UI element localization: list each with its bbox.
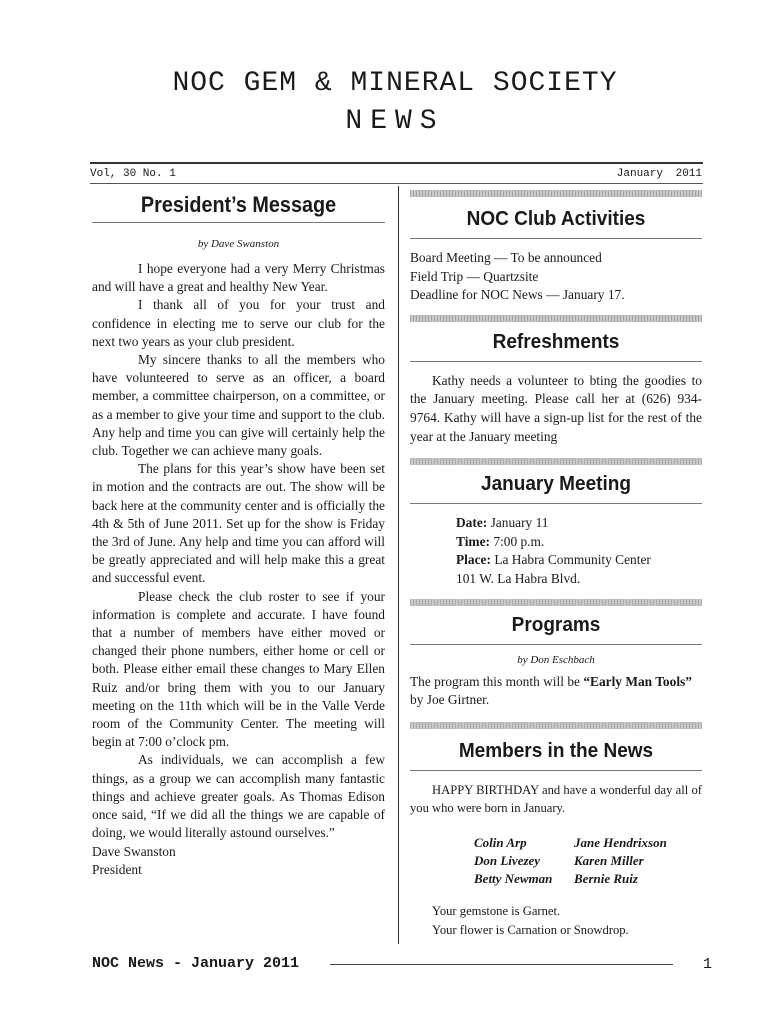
meeting-place-value: La Habra Community Center [494, 552, 651, 568]
programs-title: Programs [511, 613, 601, 636]
meeting-address: 101 W. La Habra Blvd. [456, 570, 581, 586]
meeting-time [410, 533, 702, 552]
section-divider-bar [410, 722, 702, 729]
section-divider-bar [410, 315, 702, 322]
masthead-subtitle: NEWS [345, 106, 445, 137]
meeting-date-value: January 11 [490, 515, 549, 531]
activities-title: NOC Club Activities [466, 208, 646, 230]
section-divider-bar [410, 190, 702, 197]
meeting-date [410, 514, 702, 533]
president-paragraph: I hope everyone had a very Merry Christmas and will have a great and healthy New Year. [92, 261, 385, 295]
meeting-date-label: Date: [456, 515, 488, 531]
president-paragraph: The plans for this year’s show have been set in motion and the contracts are out. The show will be back here at the community center and is officially the 4th & 5th of June 2011. Set up for the show is Friday the 3rd of June. Any help and time you can afford will be greatly appreciated and will help make this a great and successful event. [92, 461, 385, 586]
activity-line: Deadline for NOC News — January 17. [410, 287, 625, 303]
programs-text [410, 673, 702, 710]
sidebar-column [410, 190, 702, 939]
issue-volume: Vol, 30 No. 1 [90, 168, 176, 180]
members-rule [410, 770, 702, 771]
masthead-rule [90, 162, 703, 164]
programs-text-prefix: The program this month will be [410, 673, 584, 689]
meeting-time-label: Time: [456, 533, 490, 549]
footer-title: NOC News - January 2011 [92, 955, 300, 972]
refreshments-title: Refreshments [492, 330, 620, 353]
issue-date: January 2011 [616, 168, 702, 180]
birthday-text: HAPPY BIRTHDAY and have a wonderful day all of you who were born in January. [410, 782, 702, 816]
column-divider [398, 186, 399, 944]
president-message-title: President’s Message [140, 192, 337, 217]
footer-rule [330, 964, 673, 965]
section-divider-bar [410, 458, 702, 465]
refreshments-rule [410, 361, 702, 362]
president-paragraph: As individuals, we can accomplish a few things, as a group we can accomplish many fantastic things and achieve greater goals. As Thomas Edison once said, “If we did all the things we are capable of doing, we would literally astound ourselves.” [92, 752, 385, 841]
signature-title: President [92, 861, 142, 877]
masthead-title: NOC GEM & MINERAL SOCIETY [172, 68, 618, 99]
programs-rule [410, 644, 702, 645]
meeting-rule [410, 503, 702, 504]
president-paragraph: My sincere thanks to all the members who have volunteered to serve as an officer, a board member, a committee chairperson, on a committee, or as a member to give your time and support to the club. Any help and time you can give will certainly help the club. Together we can achieve many goals. [92, 352, 385, 459]
section-divider-bar [410, 599, 702, 606]
president-paragraph: Please check the club roster to see if your information is complete and accurate. I have found that a number of members have either moved or changed their phone numbers, either home or cell or both. Please either email these changes to Mary Ellen Ruiz and/or bring them with you to our January meeting on the 11th which will be in the Valle Verde room of the Community Center. The meeting will begin at 7:00 o’clock pm. [92, 588, 385, 750]
refreshments-text: Kathy needs a volunteer to bting the goodies to the January meeting. Please call her at (626) 934-9764. Kathy will have a sign-up list for the rest of the year at the January meeting [410, 372, 702, 444]
president-byline: by Dave Swanston [197, 238, 280, 250]
gemstone-text: Your gemstone is Garnet. [432, 903, 561, 918]
activities-rule [410, 238, 702, 239]
programs-text-suffix: by Joe Girtner. [410, 692, 490, 708]
signature-name: Dave Swanston [92, 843, 176, 859]
meeting-title: January Meeting [481, 473, 631, 496]
member-name: Colin Arp [474, 834, 527, 850]
president-message-column [92, 190, 385, 879]
program-name: “Early Man Tools” [583, 673, 692, 689]
member-name: Karen Miller [574, 852, 644, 868]
member-name: Jane Hendrixson [574, 834, 667, 850]
birthday-names [410, 834, 702, 888]
activity-line: Board Meeting — To be announced [410, 250, 602, 265]
programs-byline: by Don Eschbach [517, 653, 595, 666]
president-paragraph: I thank all of you for your trust and confidence in electing me to serve our club for the next two years as your club president. [92, 297, 385, 349]
president-title-rule [92, 222, 385, 223]
flower-text: Your flower is Carnation or Snowdrop. [432, 922, 629, 937]
issue-rule [90, 183, 703, 184]
meeting-time-value: 7:00 p.m. [493, 533, 545, 549]
member-name: Bernie Ruiz [574, 870, 638, 886]
members-title: Members in the News [458, 739, 654, 762]
activity-line: Field Trip — Quartzsite [410, 268, 539, 284]
meeting-place [410, 551, 702, 570]
meeting-place-label: Place: [456, 552, 491, 568]
member-name: Betty Newman [474, 870, 553, 886]
member-name: Don Livezey [474, 852, 541, 868]
page-number: 1 [703, 956, 713, 973]
